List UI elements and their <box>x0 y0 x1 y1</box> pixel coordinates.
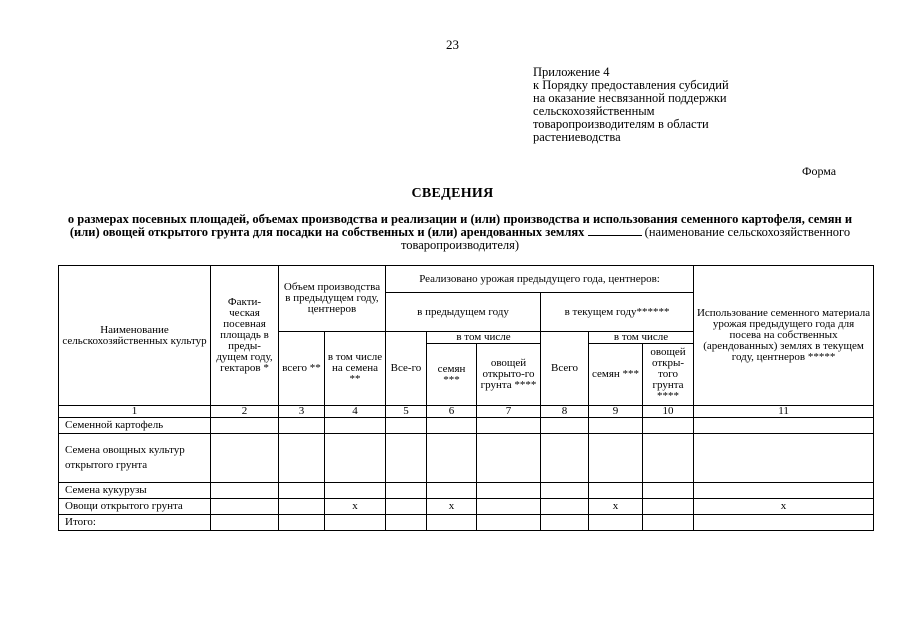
table-cell <box>386 434 427 483</box>
header-volume: Объем производства в предыдущем году, центнеров <box>279 266 386 332</box>
table-cell <box>427 515 477 531</box>
column-number: 6 <box>427 406 477 418</box>
column-number: 3 <box>279 406 325 418</box>
table-cell <box>279 499 325 515</box>
form-label: Форма <box>802 164 837 178</box>
appendix-line: товаропроизводителям в области <box>533 117 709 131</box>
column-number: 4 <box>325 406 386 418</box>
header-cur-year: в текущем году****** <box>541 293 694 332</box>
appendix-line: на оказание несвязанной поддержки <box>533 91 727 105</box>
table-cell <box>325 418 386 434</box>
header-veg-cur: овощей откры-того грунта **** <box>643 344 694 406</box>
table-cell <box>643 499 694 515</box>
table-cell <box>427 418 477 434</box>
table-row <box>59 499 874 515</box>
table-cell <box>541 418 589 434</box>
table-cell <box>589 483 643 499</box>
header-area: Факти-ческая посевная площадь в преды-дущем году, гектаров * <box>211 266 279 406</box>
table-cell <box>477 418 541 434</box>
column-number: 5 <box>386 406 427 418</box>
table-cell <box>477 483 541 499</box>
table-cell: x <box>589 499 643 515</box>
appendix-line: Приложение 4 <box>533 65 610 79</box>
table-row <box>59 515 874 531</box>
table-cell <box>211 515 279 531</box>
table-cell <box>279 418 325 434</box>
table-cell: x <box>325 499 386 515</box>
table-cell <box>325 434 386 483</box>
column-number: 2 <box>211 406 279 418</box>
appendix-line: сельскохозяйственным <box>533 104 655 118</box>
column-number: 11 <box>694 406 874 418</box>
table-cell <box>541 515 589 531</box>
table-cell: x <box>427 499 477 515</box>
table-cell <box>643 434 694 483</box>
table-cell <box>541 434 589 483</box>
header-usage: Использование семенного материала урожая предыдущего года для посева на собственных (арендованных) землях в текущем году, центнеров ***** <box>694 266 874 406</box>
header-prev-year: в предыдущем году <box>386 293 541 332</box>
table-cell <box>427 483 477 499</box>
table-row <box>59 483 874 499</box>
document-subtitle <box>60 213 860 252</box>
table-cell <box>477 499 541 515</box>
subtitle-text: о размерах посевных площадей, объемах производства и реализации и (или) производства и использования семенного картофеля, семян и (или) овощей открытого грунта для посадки на собственных и (или) арендованных землях <box>67 212 853 239</box>
table-cell <box>589 434 643 483</box>
table-cell <box>643 515 694 531</box>
header-seeds-prev: семян *** <box>427 344 477 406</box>
table-cell <box>694 515 874 531</box>
data-table <box>58 265 874 531</box>
column-number: 9 <box>589 406 643 418</box>
header-veg-prev: овощей открыто-го грунта **** <box>477 344 541 406</box>
table-cell <box>589 515 643 531</box>
table-row <box>59 434 874 483</box>
header-vol-seeds: в том числе на семена ** <box>325 332 386 406</box>
header-total-prev: Все-го <box>386 332 427 406</box>
header-vol-total: всего ** <box>279 332 325 406</box>
column-number-row <box>59 406 874 418</box>
header-seeds-cur: семян *** <box>589 344 643 406</box>
table-cell <box>386 418 427 434</box>
table-cell <box>694 418 874 434</box>
table-cell <box>325 483 386 499</box>
table-cell <box>211 434 279 483</box>
row-label: Итого: <box>59 515 211 531</box>
table-cell <box>211 499 279 515</box>
header-incl-prev: в том числе <box>427 332 541 344</box>
table-cell <box>477 515 541 531</box>
table-cell <box>279 483 325 499</box>
row-label: Овощи открытого грунта <box>59 499 211 515</box>
column-number: 7 <box>477 406 541 418</box>
header-total-cur: Всего <box>541 332 589 406</box>
column-number: 10 <box>643 406 694 418</box>
row-label: Семенной картофель <box>59 418 211 434</box>
row-label: Семена овощных культур открытого грунта <box>59 434 211 483</box>
table-row <box>59 418 874 434</box>
table-cell <box>279 515 325 531</box>
table-cell <box>589 418 643 434</box>
column-number: 1 <box>59 406 211 418</box>
subtitle-tail: (наименование сельскохозяйственного товаропроизводителя) <box>400 225 851 252</box>
table-cell <box>279 434 325 483</box>
table-cell <box>643 418 694 434</box>
page-number: 23 <box>446 37 459 52</box>
table-cell <box>643 483 694 499</box>
row-label: Семена кукурузы <box>59 483 211 499</box>
header-crop: Наименование сельскохозяйственных культур <box>59 266 211 406</box>
table-cell <box>477 434 541 483</box>
table-cell <box>427 434 477 483</box>
table-cell <box>541 483 589 499</box>
table-cell <box>386 483 427 499</box>
table-cell <box>211 418 279 434</box>
table-cell <box>694 434 874 483</box>
name-blank-line <box>588 226 642 236</box>
table-cell <box>386 515 427 531</box>
header-sold: Реализовано урожая предыдущего года, центнеров: <box>386 266 694 293</box>
table-cell: x <box>694 499 874 515</box>
column-number: 8 <box>541 406 589 418</box>
table-cell <box>694 483 874 499</box>
document-title: СВЕДЕНИЯ <box>411 186 494 201</box>
appendix-line: растениеводства <box>533 130 621 144</box>
table-cell <box>386 499 427 515</box>
table-cell <box>211 483 279 499</box>
header-incl-cur: в том числе <box>589 332 694 344</box>
appendix-line: к Порядку предоставления субсидий <box>533 78 729 92</box>
appendix-note <box>533 66 853 144</box>
table-cell <box>325 515 386 531</box>
table-cell <box>541 499 589 515</box>
